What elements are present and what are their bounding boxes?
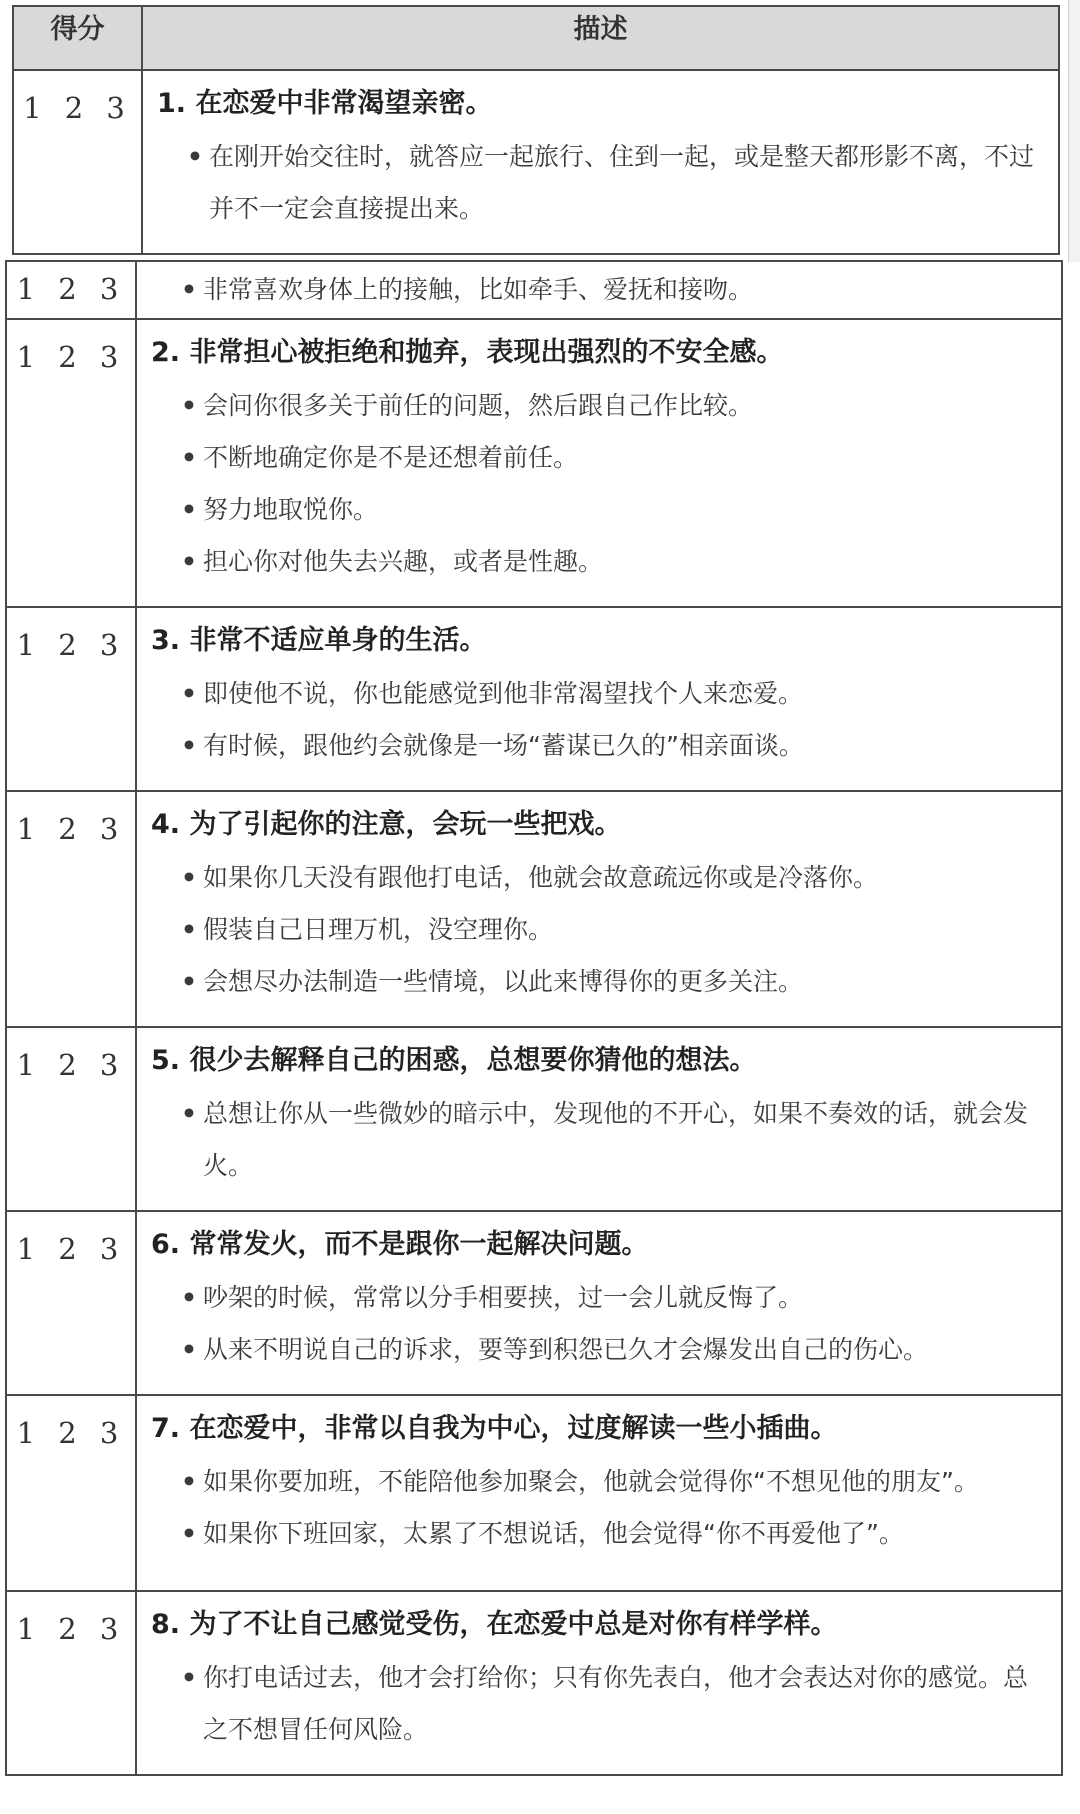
bullet-item [151, 1272, 1045, 1324]
description-cell [136, 1591, 1062, 1775]
table-row [6, 791, 1062, 1027]
bullet-dot: • [181, 495, 197, 524]
bullet-dot: • [181, 391, 197, 420]
bullet-text: 如果你要加班，不能陪他参加聚会，他就会觉得你“不想见他的朋友”。 [203, 1467, 979, 1496]
bullet-text: 如果你下班回家，太累了不想说话，他会觉得“你不再爱他了”。 [203, 1519, 904, 1548]
bullet-dot: • [181, 1335, 197, 1364]
bullet-text: 努力地取悦你。 [203, 495, 379, 524]
item-title: 2. 非常担心被拒绝和抛弃，表现出强烈的不安全感。 [151, 337, 784, 368]
item-title: 8. 为了不让自己感觉受伤，在恋爱中总是对你有样学样。 [151, 1609, 838, 1640]
description-cell [136, 1027, 1062, 1211]
bullet-item [151, 1508, 1045, 1560]
item-title: 1. 在恋爱中非常渴望亲密。 [157, 88, 493, 119]
bullet-text: 会问你很多关于前任的问题，然后跟自己作比较。 [203, 391, 754, 420]
description-cell [136, 319, 1062, 607]
header-row [13, 6, 1059, 70]
bullet-dot: • [181, 731, 197, 760]
bullet-item [151, 536, 1045, 588]
table-row [13, 70, 1059, 254]
description-cell [136, 1395, 1062, 1591]
bullet-dot: • [181, 967, 197, 996]
checklist-table-top [12, 5, 1060, 255]
bullet-dot: • [181, 547, 197, 576]
scan-edge [1068, 0, 1080, 262]
bullet-text: 会想尽办法制造一些情境，以此来博得你的更多关注。 [203, 967, 804, 996]
bullet-item [151, 264, 1045, 316]
score-cell: 1 2 3 [6, 1591, 136, 1775]
bullet-text: 如果你几天没有跟他打电话，他就会故意疏远你或是冷落你。 [203, 863, 879, 892]
table-row [6, 1591, 1062, 1775]
bullet-dot: • [181, 443, 197, 472]
bullet-dot: • [181, 1099, 197, 1128]
description-header: 描述 [142, 6, 1059, 70]
bullet-text: 即使他不说，你也能感觉到他非常渴望找个人来恋爱。 [203, 679, 804, 708]
bullet-item [151, 484, 1045, 536]
bullet-item [151, 720, 1045, 772]
description-cell [136, 261, 1062, 319]
bullet-text: 担心你对他失去兴趣，或者是性趣。 [203, 547, 604, 576]
score-cell: 1 2 3 [6, 319, 136, 607]
table-row [6, 261, 1062, 319]
bullet-text: 在刚开始交往时，就答应一起旅行、住到一起，或是整天都形影不离，不过并不一定会直接提出来。 [209, 142, 1035, 223]
item-title: 3. 非常不适应单身的生活。 [151, 625, 487, 656]
bullet-item [151, 956, 1045, 1008]
description-cell [136, 791, 1062, 1027]
score-cell: 1 2 3 [6, 607, 136, 791]
bullet-text: 假装自己日理万机，没空理你。 [203, 915, 554, 944]
item-title: 4. 为了引起你的注意，会玩一些把戏。 [151, 809, 622, 840]
bullet-dot: • [181, 863, 197, 892]
score-header: 得分 [13, 6, 142, 70]
bullet-text: 不断地确定你是不是还想着前任。 [203, 443, 579, 472]
bullet-item [151, 380, 1045, 432]
bullet-dot: • [187, 142, 203, 171]
bullet-dot: • [181, 679, 197, 708]
table-row [6, 1211, 1062, 1395]
bullet-dot: • [181, 915, 197, 944]
table-row [6, 1027, 1062, 1211]
bullet-text: 你打电话过去，他才会打给你；只有你先表白，他才会表达对你的感觉。总之不想冒任何风险。 [203, 1663, 1029, 1744]
bullet-dot: • [181, 1467, 197, 1496]
table-row [6, 319, 1062, 607]
score-cell: 1 2 3 [6, 1395, 136, 1591]
bullet-text: 吵架的时候，常常以分手相要挟，过一会儿就反悔了。 [203, 1283, 804, 1312]
bullet-item [151, 904, 1045, 956]
bullet-item [151, 1456, 1045, 1508]
item-title: 5. 很少去解释自己的困惑，总想要你猜他的想法。 [151, 1045, 757, 1076]
bullet-text: 有时候，跟他约会就像是一场“蓄谋已久的”相亲面谈。 [203, 731, 804, 760]
item-title: 6. 常常发火，而不是跟你一起解决问题。 [151, 1229, 649, 1260]
bullet-item [151, 852, 1045, 904]
item-title: 7. 在恋爱中，非常以自我为中心，过度解读一些小插曲。 [151, 1413, 838, 1444]
bullet-item [157, 131, 1042, 235]
bullet-dot: • [181, 1663, 197, 1692]
description-cell [142, 70, 1059, 254]
bullet-text: 总想让你从一些微妙的暗示中，发现他的不开心，如果不奏效的话，就会发火。 [203, 1099, 1029, 1180]
score-cell: 1 2 3 [13, 70, 142, 254]
bullet-text: 非常喜欢身体上的接触，比如牵手、爱抚和接吻。 [203, 275, 754, 304]
bullet-dot: • [181, 1519, 197, 1548]
bullet-dot: • [181, 1283, 197, 1312]
score-cell: 1 2 3 [6, 1027, 136, 1211]
bullet-item [151, 1652, 1045, 1756]
score-cell: 1 2 3 [6, 1211, 136, 1395]
table-row [6, 1395, 1062, 1591]
bullet-item [151, 668, 1045, 720]
table-row [6, 607, 1062, 791]
bullet-text: 从来不明说自己的诉求，要等到积怨已久才会爆发出自己的伤心。 [203, 1335, 929, 1364]
checklist-table-bottom [5, 260, 1063, 1776]
description-cell [136, 607, 1062, 791]
bullet-item [151, 432, 1045, 484]
bullet-item [151, 1088, 1045, 1192]
bullet-dot: • [181, 275, 197, 304]
score-cell: 1 2 3 [6, 261, 136, 319]
description-cell [136, 1211, 1062, 1395]
score-cell: 1 2 3 [6, 791, 136, 1027]
bullet-item [151, 1324, 1045, 1376]
